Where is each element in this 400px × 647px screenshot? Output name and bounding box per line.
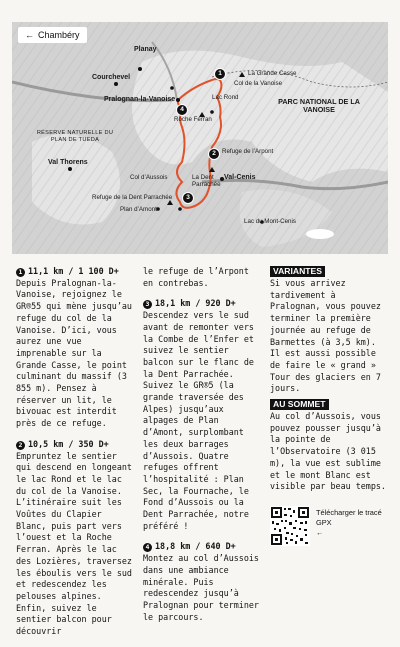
stage-2-block — [16, 439, 134, 638]
map-label-lac-mont-cenis: Lac du Mont-Cenis — [244, 218, 296, 225]
map-label-grande-casse: La Grande Casse — [248, 70, 297, 77]
column-1 — [16, 266, 134, 647]
town-dot — [176, 98, 180, 102]
column-2 — [143, 266, 261, 632]
route-description — [16, 266, 386, 637]
variantes-block — [270, 266, 386, 395]
refuge-dot — [178, 207, 182, 211]
gpx-qr-code[interactable] — [270, 506, 310, 546]
variantes-title: VARIANTES — [270, 266, 325, 277]
stage-4-block — [143, 541, 261, 623]
town-dot — [114, 82, 118, 86]
map-label-courchevel: Courchevel — [92, 74, 131, 81]
stage-2-text: Empruntez le sentier qui descend en longeant le lac Rond et le lac du col de la Vanoise. L’itinéraire suit les Voûtes du Clapier Blanc, puis part vers l’ouest et la Roche Ferran. Après le lac des Lozières, traversez les éboulis vers le sud et redescendez les pelouses alpines. Enfin, suivez le sentier balcon pour découvrir — [16, 450, 132, 637]
map-label-planay: Planay — [134, 46, 157, 53]
map-label-refuge-arpont: Refuge de l’Arpont — [222, 148, 274, 155]
au-sommet-title: AU SOMMET — [270, 399, 329, 410]
map-label-roche-ferran: Roche Ferran — [174, 116, 212, 123]
stage-2-number: 2 — [16, 441, 25, 450]
column-3 — [270, 266, 386, 493]
town-dot — [210, 110, 214, 114]
map-label-plan-amont: Plan d’Amont — [120, 206, 157, 213]
route-map — [12, 22, 388, 254]
stage-3-marker: 3 — [182, 192, 194, 204]
stage-1-number: 1 — [16, 268, 25, 277]
town-dot — [170, 86, 174, 90]
arrow-left-icon: ← — [316, 528, 324, 537]
stage-1-marker: 1 — [214, 68, 226, 80]
variantes-text: Si vous arrivez tardivement à Pralognan, vous pouvez terminer la première journée au refuge de Barmettes (à 3,5 km). Il est aussi possible de faire le « grand » Tour des glaciers en 7 jours. — [270, 278, 381, 394]
stage-1-heading: 1 11,1 km / 1 100 D+ — [16, 266, 134, 278]
stage-4-text: Montez au col d’Aussois dans une ambiance minérale. Puis redescendez jusqu’à Pralognan pour terminer le parcours. — [143, 553, 259, 622]
stage-3-number: 3 — [143, 300, 152, 309]
map-label-dent-parrachee: La Dent Parrachée — [192, 174, 221, 188]
stage-3-text: Descendez vers le sud avant de remonter vers la Combe de l’Enfer et suivez le sentier balcon sur le flanc de la Dent Parrachée. Suivez le GR®5 (la grande traversée des Alpes) jusqu’aux alpages de Plan d’Amont, surplombant les deux barrages d’Aussois. Quatre refuges offrent l’hospitalité : Plan Sec, la Fournache, le Fond d’Aussois ou la Dent Parrachée, notre préféré ! — [143, 310, 254, 531]
au-sommet-block — [270, 399, 386, 493]
stage-4-marker: 4 — [176, 104, 188, 116]
stage-2-marker: 2 — [208, 148, 220, 160]
map-label-pralognan: Pralognan-la-Vanoise — [104, 96, 176, 103]
back-to-chambery-button[interactable]: ← Chambéry — [18, 27, 87, 43]
map-label-lac-rond: Lac Rond — [212, 94, 239, 101]
town-dot — [138, 67, 142, 71]
stage-2-heading: 2 10,5 km / 350 D+ — [16, 439, 134, 451]
stage-3-heading: 3 18,1 km / 920 D+ — [143, 298, 261, 310]
map-label-reserve: RÉSERVE NATURELLE DU PLAN DE TUEDA — [36, 130, 114, 143]
stage-4-number: 4 — [143, 543, 152, 552]
stage-3-block — [143, 298, 261, 532]
stage-1-block — [16, 266, 134, 430]
map-label-val-thorens: Val Thorens — [48, 159, 88, 166]
map-label-col-aussois: Col d’Aussois — [130, 174, 168, 181]
arrow-left-icon: ← — [25, 30, 34, 40]
map-label-val-cenis: Val-Cenis — [224, 174, 256, 181]
map-label-refuge-dent: Refuge de la Dent Parrachée — [92, 194, 173, 201]
au-sommet-text: Au col d’Aussois, vous pouvez pousser jusqu’à la pointe de l’Observatoire (3 015 m), la vue est sublime et le mont Blanc est visible par beau temps. — [270, 411, 386, 492]
stage-2-continued: le refuge de l’Arpont en contrebas. — [143, 266, 249, 288]
map-label-col-vanoise: Col de la Vanoise — [234, 80, 283, 87]
map-label-park: PARC NATIONAL DE LA VANOISE — [278, 97, 360, 114]
gpx-download-link[interactable]: Télécharger le tracé GPX ← — [316, 508, 386, 538]
town-dot — [68, 167, 72, 171]
stage-1-text: Depuis Pralognan-la-Vanoise, rejoignez le GR®55 qui mène jusqu’au refuge du col de la Vanoise. D’ici, vous aurez une vue imprenable sur la Grande Casse, le point culminant du massif (3 855 m). Pensez à réserver un lit, le bivouac est interdit près de ce refuge. — [16, 277, 132, 429]
stage-4-heading: 4 18,8 km / 640 D+ — [143, 541, 261, 553]
